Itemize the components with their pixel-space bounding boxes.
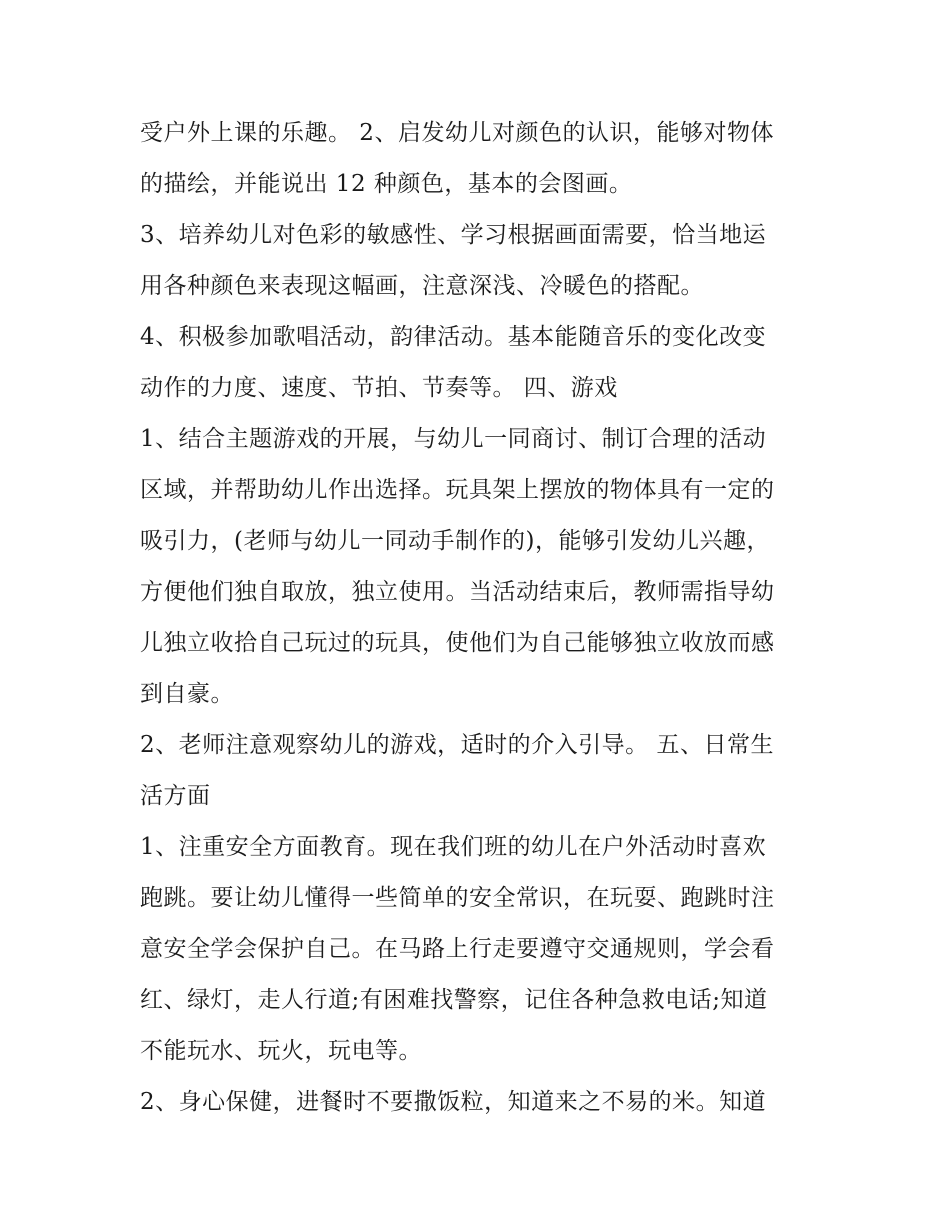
text-line-14: 活方面	[140, 783, 211, 809]
text-line-17: 意安全学会保护自己。在马路上行走要遵守交通规则，学会看	[140, 936, 775, 962]
text-line-18: 红、绿灯，走人行道;有困难找警察，记住各种急救电话;知道	[140, 987, 768, 1013]
text-line-20: 2、身心保健，进餐时不要撒饭粒，知道来之不易的米。知道	[140, 1089, 767, 1115]
text-line-15: 1、注重安全方面教育。现在我们班的幼儿在户外活动时喜欢	[140, 834, 767, 860]
document-body	[140, 108, 815, 1128]
text-line-1: 受户外上课的乐趣。 2、启发幼儿对颜色的认识，能够对物体	[140, 120, 774, 146]
text-line-2: 的描绘，并能说出 12 种颜色，基本的会图画。	[140, 171, 633, 197]
text-line-10: 方便他们独自取放，独立使用。当活动结束后，教师需指导幼	[140, 579, 775, 605]
text-line-9: 吸引力，(老师与幼儿一同动手制作的)，能够引发幼儿兴趣，	[140, 528, 770, 554]
text-line-16: 跑跳。要让幼儿懂得一些简单的安全常识，在玩耍、跑跳时注	[140, 885, 775, 911]
text-line-19: 不能玩水、玩火，玩电等。	[140, 1038, 422, 1064]
text-line-11: 儿独立收拾自己玩过的玩具，使他们为自己能够独立收放而感	[140, 630, 775, 656]
text-line-6: 动作的力度、速度、节拍、节奏等。 四、游戏	[140, 375, 618, 401]
text-line-7: 1、结合主题游戏的开展，与幼儿一同商讨、制订合理的活动	[140, 426, 767, 452]
text-line-5: 4、积极参加歌唱活动，韵律活动。基本能随音乐的变化改变	[140, 324, 767, 350]
text-line-12: 到自豪。	[140, 681, 234, 707]
text-line-13: 2、老师注意观察幼儿的游戏，适时的介入引导。 五、日常生	[140, 732, 774, 758]
text-line-3: 3、培养幼儿对色彩的敏感性、学习根据画面需要，恰当地运	[140, 222, 767, 248]
text-line-8: 区域，并帮助幼儿作出选择。玩具架上摆放的物体具有一定的	[140, 477, 775, 503]
text-line-4: 用各种颜色来表现这幅画，注意深浅、冷暖色的搭配。	[140, 273, 704, 299]
